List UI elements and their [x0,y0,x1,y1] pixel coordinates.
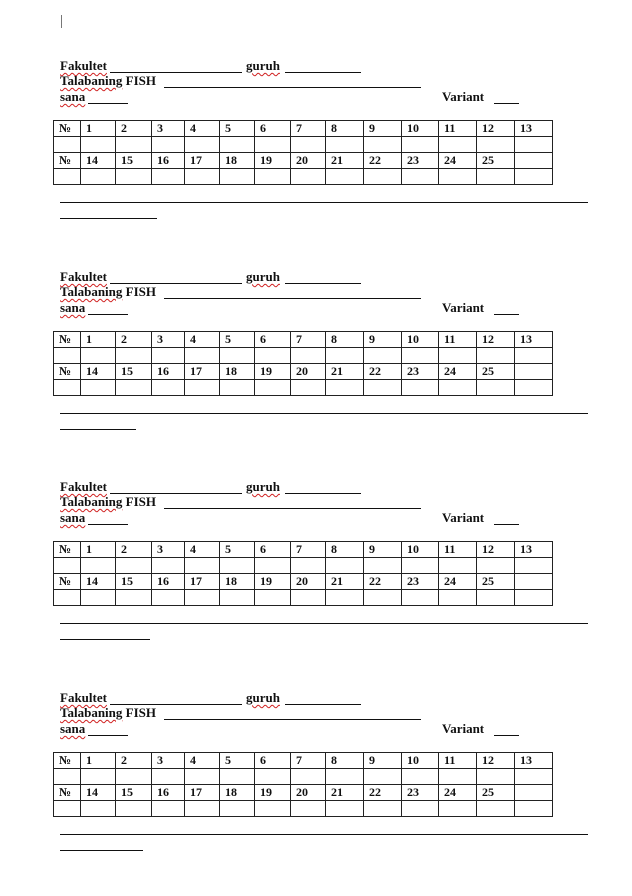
answer-cell[interactable] [477,801,515,817]
answer-sheet-block [0,267,632,467]
question-number-cell: 15 [116,574,152,590]
variant-field[interactable] [494,103,519,104]
question-number-cell: 19 [255,785,291,801]
answer-cell[interactable] [81,801,116,817]
answer-cell[interactable] [439,380,477,396]
answer-cell[interactable] [185,590,220,606]
question-number-cell: 7 [291,753,326,769]
answer-cell[interactable] [291,348,326,364]
fish-field[interactable] [164,719,421,720]
answer-cell[interactable] [116,348,152,364]
answer-cell[interactable] [81,769,116,785]
question-number-cell: 16 [152,364,185,380]
sana-label: sana [60,300,86,315]
answer-cell[interactable] [402,801,439,817]
fakultet-label: Fakultet [60,690,107,705]
question-number-cell: 4 [185,753,220,769]
question-number-cell: 19 [255,364,291,380]
answer-cell[interactable] [116,769,152,785]
fish-field[interactable] [164,508,421,509]
question-number-cell: 22 [364,364,402,380]
question-number-cell: 19 [255,153,291,169]
fish-field[interactable] [164,298,421,299]
question-number-cell: 9 [364,753,402,769]
answer-cell[interactable] [326,169,364,185]
answer-cell[interactable] [364,590,402,606]
question-number-cell: 3 [152,753,185,769]
number-row-1 [54,121,553,137]
answer-cell[interactable] [185,137,220,153]
question-number-cell: 2 [116,121,152,137]
answer-cell[interactable] [477,137,515,153]
answer-cell[interactable] [255,590,291,606]
answer-cell[interactable] [326,558,364,574]
answer-cell[interactable] [291,169,326,185]
number-row-1 [54,332,553,348]
answer-table [53,331,553,396]
answer-cell[interactable] [54,558,81,574]
question-number-cell: 12 [477,121,515,137]
question-number-cell: 18 [220,364,255,380]
question-number-cell: 11 [439,332,477,348]
question-number-cell: 13 [515,753,553,769]
answer-cell[interactable] [291,590,326,606]
answer-cell[interactable] [515,590,553,606]
number-sign-cell: № [54,785,81,801]
question-number-cell: 22 [364,785,402,801]
question-number-cell: 15 [116,153,152,169]
question-number-cell: 10 [402,542,439,558]
text-cursor [61,15,62,28]
question-number-cell: 3 [152,332,185,348]
answer-cell[interactable] [364,137,402,153]
question-number-cell: 10 [402,121,439,137]
number-row-1 [54,753,553,769]
question-number-cell: 6 [255,332,291,348]
question-number-cell [515,364,553,380]
question-number-cell: 20 [291,574,326,590]
answer-row-2 [54,380,553,396]
variant-label: Variant [442,300,485,315]
question-number-cell: 8 [326,542,364,558]
answer-cell[interactable] [152,558,185,574]
number-sign-cell: № [54,153,81,169]
answer-cell[interactable] [291,380,326,396]
answer-cell[interactable] [364,769,402,785]
answer-row-1 [54,558,553,574]
question-number-cell: 5 [220,542,255,558]
question-number-cell: 15 [116,364,152,380]
answer-cell[interactable] [81,348,116,364]
answer-sheet-block [0,56,632,256]
guruh-label: guruh [246,58,280,73]
question-number-cell: 18 [220,153,255,169]
fakultet-label: Fakultet [60,269,107,284]
answer-cell[interactable] [364,801,402,817]
answer-cell[interactable] [220,769,255,785]
question-number-cell: 4 [185,332,220,348]
guruh-field[interactable] [285,493,361,494]
question-number-cell: 7 [291,542,326,558]
question-number-cell: 10 [402,753,439,769]
question-number-cell: 7 [291,121,326,137]
number-sign-cell: № [54,542,81,558]
answer-cell[interactable] [515,137,553,153]
variant-label: Variant [442,89,485,104]
question-number-cell: 17 [185,785,220,801]
answer-cell[interactable] [255,769,291,785]
answer-cell[interactable] [81,380,116,396]
answer-cell[interactable] [515,169,553,185]
answer-cell[interactable] [326,769,364,785]
answer-cell[interactable] [402,137,439,153]
question-number-cell: 18 [220,785,255,801]
question-number-cell: 17 [185,574,220,590]
question-number-cell: 9 [364,542,402,558]
question-number-cell: 2 [116,542,152,558]
question-number-cell: 8 [326,332,364,348]
question-number-cell: 14 [81,364,116,380]
answer-table [53,120,553,185]
comment-line[interactable] [60,623,588,624]
answer-sheet-block [0,688,632,888]
answer-table [53,541,553,606]
answer-cell[interactable] [364,380,402,396]
question-number-cell: 12 [477,753,515,769]
number-row-2 [54,364,553,380]
guruh-label: guruh [246,479,280,494]
fish-label: Talabaning FISH [60,494,156,509]
question-number-cell: 23 [402,364,439,380]
number-row-2 [54,153,553,169]
answer-cell[interactable] [220,348,255,364]
question-number-cell: 20 [291,785,326,801]
answer-cell[interactable] [54,590,81,606]
answer-cell[interactable] [515,380,553,396]
question-number-cell: 10 [402,332,439,348]
answer-cell[interactable] [291,801,326,817]
answer-cell[interactable] [515,769,553,785]
answer-cell[interactable] [185,169,220,185]
answer-cell[interactable] [152,348,185,364]
question-number-cell: 22 [364,574,402,590]
answer-cell[interactable] [402,169,439,185]
answer-cell[interactable] [220,590,255,606]
fakultet-label: Fakultet [60,58,107,73]
answer-cell[interactable] [220,380,255,396]
answer-cell[interactable] [152,137,185,153]
sana-field[interactable] [88,103,128,104]
question-number-cell: 9 [364,121,402,137]
number-sign-cell: № [54,121,81,137]
answer-row-2 [54,169,553,185]
question-number-cell: 24 [439,574,477,590]
answer-cell[interactable] [185,380,220,396]
question-number-cell: 23 [402,785,439,801]
question-number-cell [515,574,553,590]
fish-field[interactable] [164,87,421,88]
answer-cell[interactable] [439,348,477,364]
variant-label: Variant [442,721,485,736]
answer-cell[interactable] [364,348,402,364]
question-number-cell: 1 [81,542,116,558]
number-row-1 [54,542,553,558]
answer-cell[interactable] [54,380,81,396]
answer-cell[interactable] [54,348,81,364]
answer-cell[interactable] [255,169,291,185]
question-number-cell: 16 [152,785,185,801]
question-number-cell: 24 [439,153,477,169]
question-number-cell: 7 [291,332,326,348]
number-sign-cell: № [54,364,81,380]
sana-field[interactable] [88,314,128,315]
question-number-cell: 4 [185,121,220,137]
number-row-2 [54,574,553,590]
comment-line[interactable] [60,202,588,203]
question-number-cell: 12 [477,542,515,558]
comment-line-short[interactable] [60,429,136,430]
answer-cell[interactable] [255,558,291,574]
question-number-cell: 12 [477,332,515,348]
sana-label: sana [60,89,86,104]
question-number-cell: 24 [439,364,477,380]
answer-cell[interactable] [116,169,152,185]
question-number-cell: 22 [364,153,402,169]
question-number-cell: 25 [477,574,515,590]
answer-cell[interactable] [439,769,477,785]
question-number-cell: 13 [515,542,553,558]
comment-line-short[interactable] [60,639,150,640]
question-number-cell: 4 [185,542,220,558]
question-number-cell: 6 [255,542,291,558]
answer-cell[interactable] [515,801,553,817]
answer-cell[interactable] [255,348,291,364]
answer-cell[interactable] [81,590,116,606]
number-sign-cell: № [54,753,81,769]
variant-field[interactable] [494,735,519,736]
answer-row-2 [54,801,553,817]
number-sign-cell: № [54,574,81,590]
question-number-cell: 3 [152,121,185,137]
answer-row-1 [54,137,553,153]
guruh-field[interactable] [285,704,361,705]
answer-cell[interactable] [402,380,439,396]
answer-cell[interactable] [402,558,439,574]
question-number-cell: 25 [477,364,515,380]
question-number-cell: 23 [402,574,439,590]
variant-field[interactable] [494,314,519,315]
answer-cell[interactable] [439,801,477,817]
answer-cell[interactable] [326,137,364,153]
answer-cell[interactable] [116,801,152,817]
answer-cell[interactable] [54,801,81,817]
answer-table [53,752,553,817]
answer-cell[interactable] [326,801,364,817]
answer-cell[interactable] [255,380,291,396]
answer-cell[interactable] [326,348,364,364]
answer-cell[interactable] [81,558,116,574]
question-number-cell: 15 [116,785,152,801]
answer-cell[interactable] [54,169,81,185]
question-number-cell: 5 [220,332,255,348]
question-number-cell: 21 [326,153,364,169]
comment-line[interactable] [60,834,588,835]
answer-cell[interactable] [477,590,515,606]
question-number-cell: 16 [152,574,185,590]
answer-cell[interactable] [439,558,477,574]
answer-row-1 [54,348,553,364]
question-number-cell: 2 [116,332,152,348]
question-number-cell: 2 [116,753,152,769]
answer-cell[interactable] [81,169,116,185]
question-number-cell: 19 [255,574,291,590]
question-number-cell: 14 [81,785,116,801]
answer-cell[interactable] [291,558,326,574]
question-number-cell: 5 [220,121,255,137]
answer-cell[interactable] [54,137,81,153]
answer-cell[interactable] [185,348,220,364]
answer-cell[interactable] [291,769,326,785]
answer-cell[interactable] [326,590,364,606]
answer-cell[interactable] [152,769,185,785]
question-number-cell: 17 [185,153,220,169]
question-number-cell: 8 [326,121,364,137]
answer-cell[interactable] [116,380,152,396]
question-number-cell: 6 [255,121,291,137]
question-number-cell: 13 [515,121,553,137]
answer-row-2 [54,590,553,606]
answer-cell[interactable] [439,590,477,606]
answer-cell[interactable] [255,801,291,817]
answer-cell[interactable] [515,348,553,364]
answer-cell[interactable] [291,137,326,153]
question-number-cell: 14 [81,574,116,590]
sana-field[interactable] [88,735,128,736]
answer-cell[interactable] [116,590,152,606]
question-number-cell: 1 [81,753,116,769]
question-number-cell: 1 [81,121,116,137]
question-number-cell: 6 [255,753,291,769]
question-number-cell: 13 [515,332,553,348]
question-number-cell: 17 [185,364,220,380]
answer-cell[interactable] [116,558,152,574]
answer-cell[interactable] [364,558,402,574]
variant-field[interactable] [494,524,519,525]
answer-cell[interactable] [152,801,185,817]
question-number-cell: 11 [439,121,477,137]
answer-cell[interactable] [81,137,116,153]
question-number-cell: 8 [326,753,364,769]
answer-cell[interactable] [364,169,402,185]
guruh-field[interactable] [285,283,361,284]
sana-field[interactable] [88,524,128,525]
guruh-field[interactable] [285,72,361,73]
fish-label: Talabaning FISH [60,705,156,720]
answer-cell[interactable] [439,169,477,185]
answer-cell[interactable] [326,380,364,396]
question-number-cell: 9 [364,332,402,348]
answer-cell[interactable] [439,137,477,153]
answer-cell[interactable] [477,169,515,185]
question-number-cell [515,785,553,801]
question-number-cell: 20 [291,364,326,380]
answer-cell[interactable] [220,169,255,185]
question-number-cell: 11 [439,542,477,558]
answer-cell[interactable] [477,348,515,364]
sana-label: sana [60,721,86,736]
variant-label: Variant [442,510,485,525]
question-number-cell: 21 [326,364,364,380]
question-number-cell: 3 [152,542,185,558]
number-row-2 [54,785,553,801]
answer-cell[interactable] [116,137,152,153]
question-number-cell: 11 [439,753,477,769]
question-number-cell [515,153,553,169]
answer-cell[interactable] [185,558,220,574]
answer-cell[interactable] [477,558,515,574]
answer-cell[interactable] [185,801,220,817]
number-sign-cell: № [54,332,81,348]
guruh-label: guruh [246,269,280,284]
sana-label: sana [60,510,86,525]
answer-cell[interactable] [152,590,185,606]
question-number-cell: 21 [326,785,364,801]
question-number-cell: 5 [220,753,255,769]
answer-row-1 [54,769,553,785]
fakultet-label: Fakultet [60,479,107,494]
answer-sheet-block [0,477,632,677]
comment-line[interactable] [60,413,588,414]
answer-cell[interactable] [152,169,185,185]
comment-line-short[interactable] [60,850,143,851]
answer-cell[interactable] [255,137,291,153]
answer-cell[interactable] [477,380,515,396]
guruh-label: guruh [246,690,280,705]
question-number-cell: 16 [152,153,185,169]
answer-cell[interactable] [402,769,439,785]
question-number-cell: 25 [477,153,515,169]
question-number-cell: 25 [477,785,515,801]
answer-cell[interactable] [152,380,185,396]
question-number-cell: 23 [402,153,439,169]
question-number-cell: 24 [439,785,477,801]
answer-cell[interactable] [402,590,439,606]
fish-label: Talabaning FISH [60,284,156,299]
answer-cell[interactable] [54,769,81,785]
answer-cell[interactable] [402,348,439,364]
answer-cell[interactable] [185,769,220,785]
question-number-cell: 1 [81,332,116,348]
answer-cell[interactable] [220,801,255,817]
fish-label: Talabaning FISH [60,73,156,88]
question-number-cell: 20 [291,153,326,169]
answer-cell[interactable] [515,558,553,574]
question-number-cell: 21 [326,574,364,590]
answer-cell[interactable] [477,769,515,785]
comment-line-short[interactable] [60,218,157,219]
question-number-cell: 18 [220,574,255,590]
answer-cell[interactable] [220,137,255,153]
answer-cell[interactable] [220,558,255,574]
question-number-cell: 14 [81,153,116,169]
